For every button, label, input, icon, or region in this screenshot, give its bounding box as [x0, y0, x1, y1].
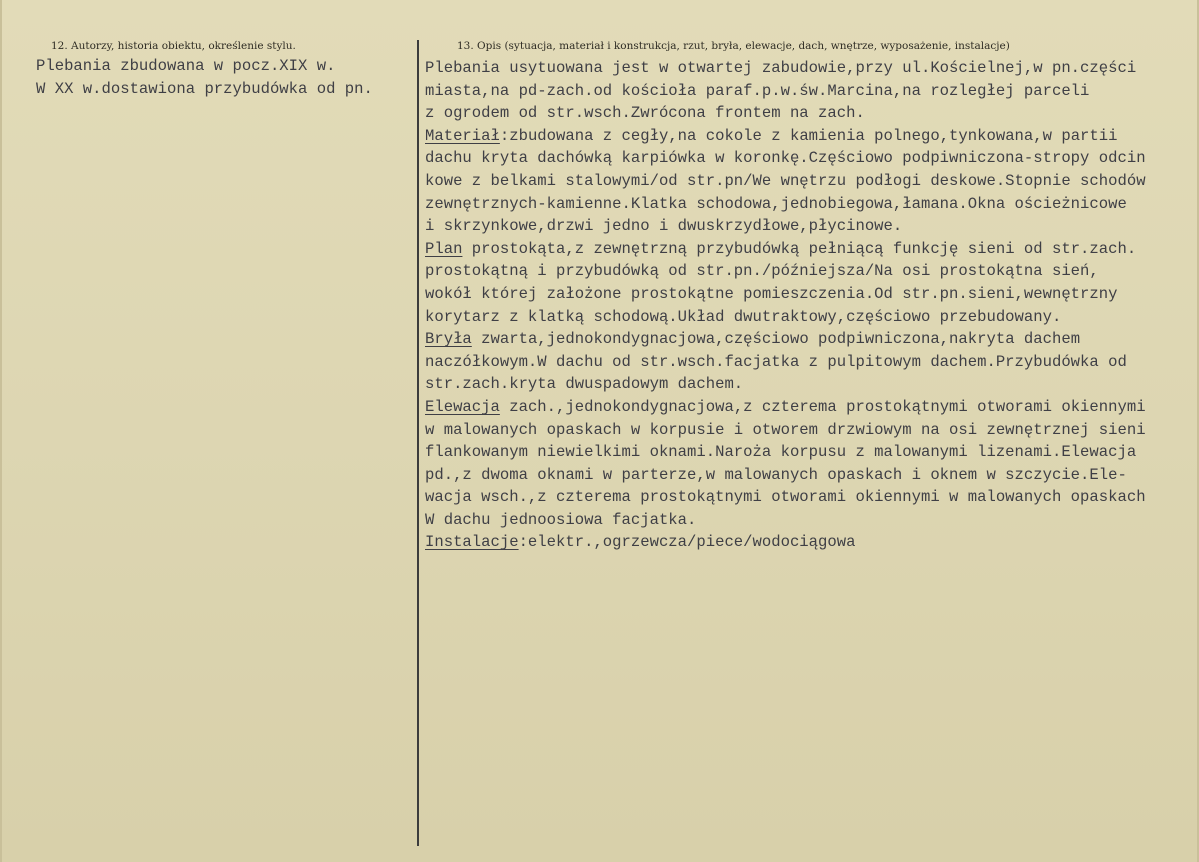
line-text: flankowanym niewielkimi oknami.Naroża korpusu z malowanymi lizenami.Elewacja	[425, 443, 1137, 462]
typed-line	[425, 373, 1146, 396]
typed-line	[425, 125, 1146, 148]
section-label: Bryła	[425, 330, 472, 349]
line-text: zewnętrznych-kamienne.Klatka schodowa,jednobiegowa,łamana.Okna ościeżnicowe	[425, 194, 1127, 213]
line-text: zach.,jednokondygnacjowa,z czterema prostokątnymi otworami okiennymi	[499, 397, 1146, 416]
typed-line	[425, 531, 1146, 554]
typed-line	[425, 328, 1146, 351]
section-13-heading: 13. Opis (sytuacja, materiał i konstrukcja, rzut, bryła, elewacje, dach, wnętrze, wyposażenie, instalacje)	[457, 40, 1010, 52]
typed-line	[425, 102, 1146, 125]
line-text: miasta,na pd-zach.od kościoła paraf.p.w.św.Marcina,na rozległej parceli	[425, 81, 1090, 100]
section-label: Materiał	[425, 126, 500, 145]
line-text: kowe z belkami stalowymi/od str.pn/We wnętrzu podłogi deskowe.Stopnie schodów	[425, 171, 1146, 190]
typed-line	[425, 396, 1146, 419]
section-label: Plan	[425, 239, 463, 258]
typed-line	[425, 260, 1146, 283]
line-text: zwarta,jednokondygnacjowa,częściowo podpiwniczona,nakryta dachem	[471, 330, 1081, 349]
line-text: dachu kryta dachówką karpiówka w koronkę.Częściowo podpiwniczona-stropy odcin	[425, 149, 1146, 168]
line-text: str.zach.kryta dwuspadowym dachem.	[425, 375, 744, 394]
typed-line	[425, 193, 1146, 216]
typed-line	[425, 441, 1146, 464]
line-text: wokół której założone prostokątne pomieszczenia.Od str.pn.sieni,wewnętrzny	[425, 284, 1118, 303]
typed-line: Plebania zbudowana w pocz.XIX w.	[36, 57, 336, 75]
line-text: wacja wsch.,z czterema prostokątnymi otworami okiennymi w malowanych opaskach	[425, 488, 1146, 507]
section-13-text	[425, 57, 1146, 554]
line-text: z ogrodem od str.wsch.Zwrócona frontem na zach.	[425, 104, 865, 123]
line-text: prostokątną i przybudówką od str.pn./późniejsza/Na osi prostokątna sień,	[425, 262, 1099, 281]
typed-line	[425, 486, 1146, 509]
line-text: w malowanych opaskach w korpusie i otworem drzwiowym na osi zewnętrznej sieni	[425, 420, 1146, 439]
typed-line: W XX w.dostawiona przybudówka od pn.	[36, 79, 373, 98]
line-text: korytarz z klatką schodową.Układ dwutraktowy,częściowo przebudowany.	[425, 307, 1062, 326]
typed-line	[425, 238, 1146, 261]
typed-line	[425, 80, 1146, 103]
typed-line	[425, 57, 1146, 80]
column-divider	[417, 40, 419, 846]
typed-line	[425, 509, 1146, 532]
typed-line	[425, 351, 1146, 374]
line-text: :zbudowana z cegły,na cokole z kamienia polnego,tynkowana,w partii	[499, 126, 1118, 145]
typed-line	[425, 170, 1146, 193]
line-text: Plebania usytuowana jest w otwartej zabudowie,przy ul.Kościelnej,w pn.części	[425, 59, 1137, 77]
typed-line	[425, 306, 1146, 329]
section-label: Elewacja	[425, 397, 500, 416]
typed-line	[425, 419, 1146, 442]
typed-line	[425, 464, 1146, 487]
section-12-heading: 12. Autorzy, historia obiektu, określenie stylu.	[51, 40, 296, 52]
section-12-text	[36, 55, 373, 100]
typed-line	[425, 215, 1146, 238]
typed-line	[425, 147, 1146, 170]
typed-line	[425, 283, 1146, 306]
line-text: i skrzynkowe,drzwi jedno i dwuskrzydłowe,płycinowe.	[425, 217, 903, 236]
line-text: W dachu jednoosiowa facjatka.	[425, 510, 697, 529]
line-text: naczółkowym.W dachu od str.wsch.facjatka z pulpitowym dachem.Przybudówka od	[425, 352, 1127, 371]
line-text: prostokąta,z zewnętrzną przybudówką pełniącą funkcję sieni od str.zach.	[462, 239, 1137, 258]
section-label: Instalacje	[425, 533, 519, 552]
line-text: :elektr.,ogrzewcza/piece/wodociągowa	[518, 533, 856, 552]
line-text: pd.,z dwoma oknami w parterze,w malowanych opaskach i oknem w szczycie.Ele-	[425, 465, 1127, 484]
